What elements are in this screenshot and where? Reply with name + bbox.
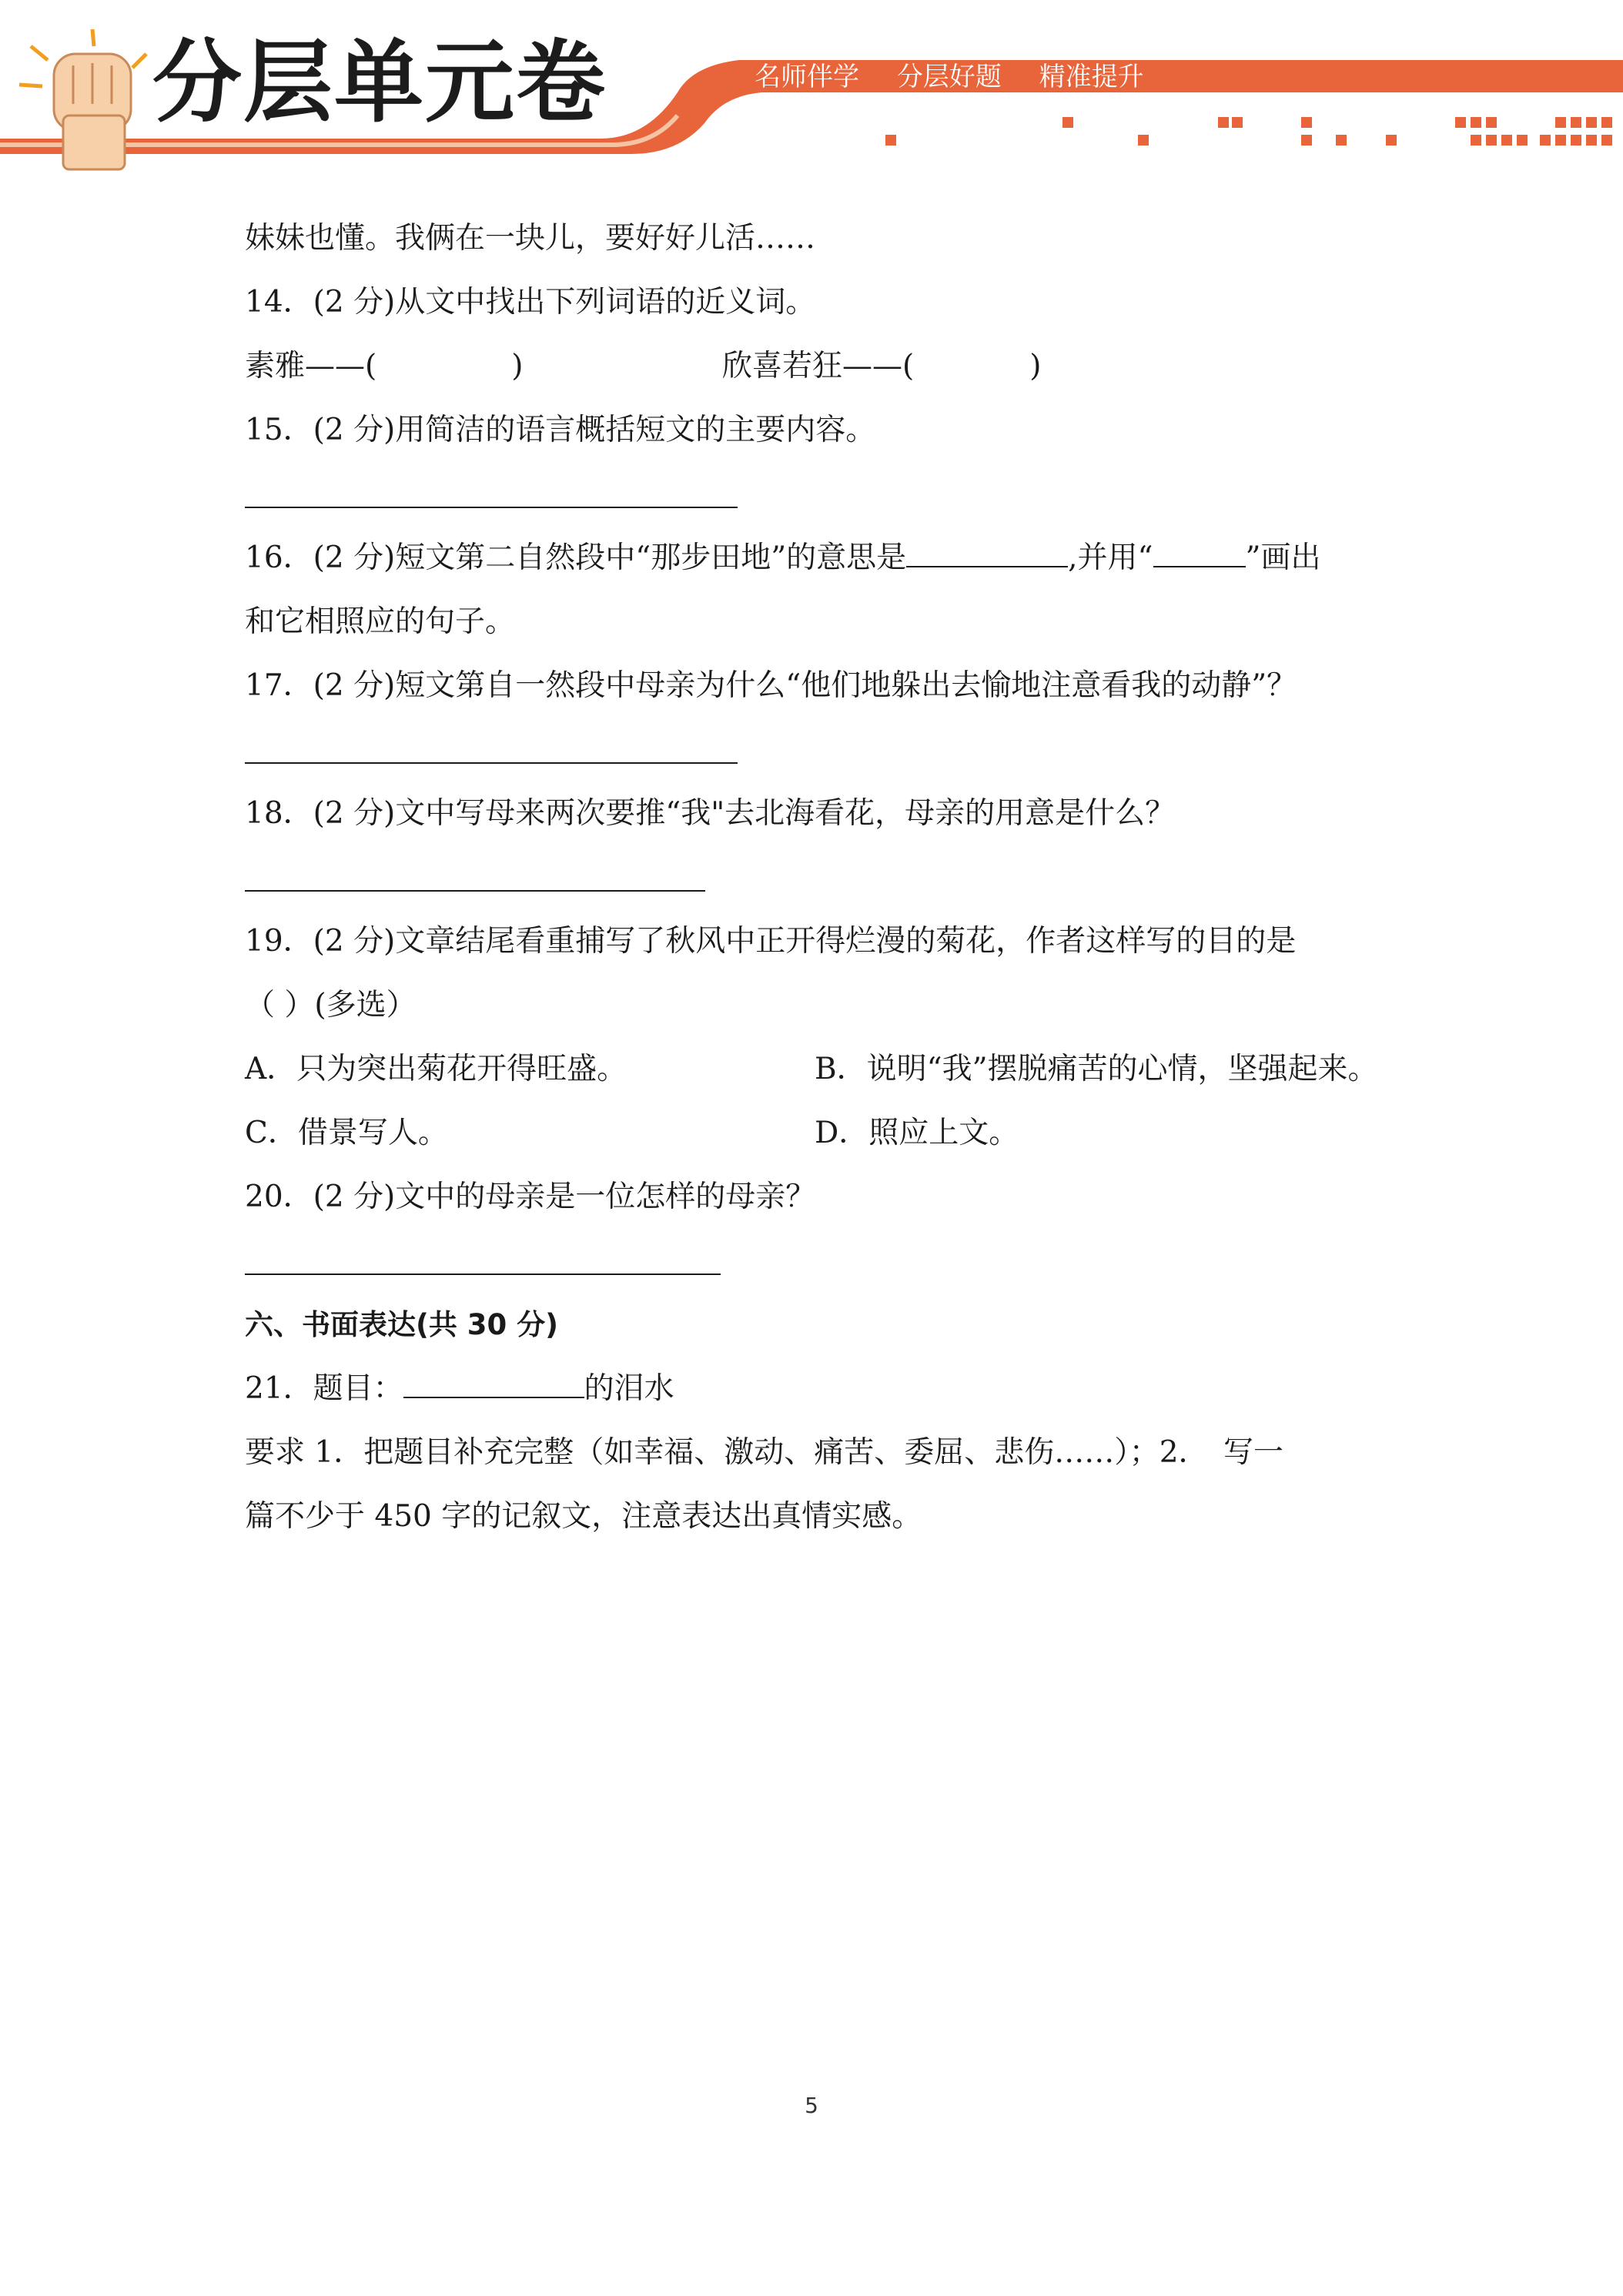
question-15: 15．(2 分)用简洁的语言概括短文的主要内容。 — [245, 413, 876, 447]
requirement-line-1: 要求 1．把题目补充完整（如幸福、激动、痛苦、委屈、悲伤……）；2． 写一 — [245, 1435, 1284, 1470]
answer-blank-16b[interactable] — [1153, 535, 1246, 567]
question-14-blanks — [245, 334, 1384, 398]
options-cd — [245, 1101, 1384, 1165]
requirement-line-2: 篇不少于 450 字的记叙文，注意表达出真情实感。 — [245, 1499, 922, 1534]
slogan-2: 分层好题 — [896, 62, 1002, 92]
pixel-decoration — [885, 117, 1612, 146]
options-ab — [245, 1037, 1384, 1101]
question-16: 16．(2 分)短文第二自然段中“那步田地”的意思是 ,并用“ ”画出 — [245, 526, 1384, 590]
question-19: 19．(2 分)文章结尾看重捕写了秋风中正开得烂漫的菊花，作者这样写的目的是 — [245, 924, 1297, 959]
slogan-3: 精准提升 — [1039, 62, 1144, 92]
question-21: 21．题目： 的泪水 — [245, 1357, 1384, 1421]
title-blank-21[interactable] — [403, 1366, 584, 1398]
synonym-blank-1[interactable]: 素雅——( ) — [245, 349, 524, 383]
page-content — [245, 206, 1384, 1548]
question-20: 20．(2 分)文中的母亲是一位怎样的母亲？ — [245, 1180, 816, 1214]
section-six-title: 六、书面表达(共 30 分) — [245, 1308, 559, 1341]
question-18: 18．(2 分)文中写母来两次要推“我"去北海看花，母亲的用意是什么？ — [245, 796, 1176, 831]
option-c[interactable]: C．借景写人。 — [245, 1116, 448, 1150]
answer-blank-16a[interactable] — [906, 535, 1068, 567]
question-19-continued: （ ）(多选） — [245, 988, 417, 1022]
page-number: 5 — [805, 2093, 818, 2118]
option-a[interactable]: A．只为突出菊花开得旺盛。 — [245, 1052, 627, 1086]
answer-line-20[interactable] — [245, 1229, 1384, 1293]
answer-line-18[interactable] — [245, 845, 1384, 909]
question-14: 14．(2 分)从文中找出下列词语的近义词。 — [245, 285, 816, 320]
synonym-blank-2[interactable]: 欣喜若狂——( ) — [722, 349, 1042, 383]
passage-ending: 妹妹也懂。我俩在一块儿，要好好儿活…… — [245, 221, 816, 256]
option-b[interactable]: B．说明“我”摆脱痛苦的心情，坚强起来。 — [815, 1052, 1378, 1086]
slogan-1: 名师伴学 — [755, 62, 859, 92]
brand-title: 分层单元卷 — [152, 31, 607, 135]
question-17: 17．(2 分)短文第自一然段中母亲为什么“他们地躲出去愉地注意看我的动静”？ — [245, 668, 1297, 703]
answer-line-15[interactable] — [245, 462, 1384, 526]
page-header — [0, 0, 1623, 177]
option-d[interactable]: D．照应上文。 — [815, 1116, 1019, 1150]
question-16-continued: 和它相照应的句子。 — [245, 604, 516, 639]
answer-line-17[interactable] — [245, 718, 1384, 782]
header-slogan — [755, 62, 1173, 92]
